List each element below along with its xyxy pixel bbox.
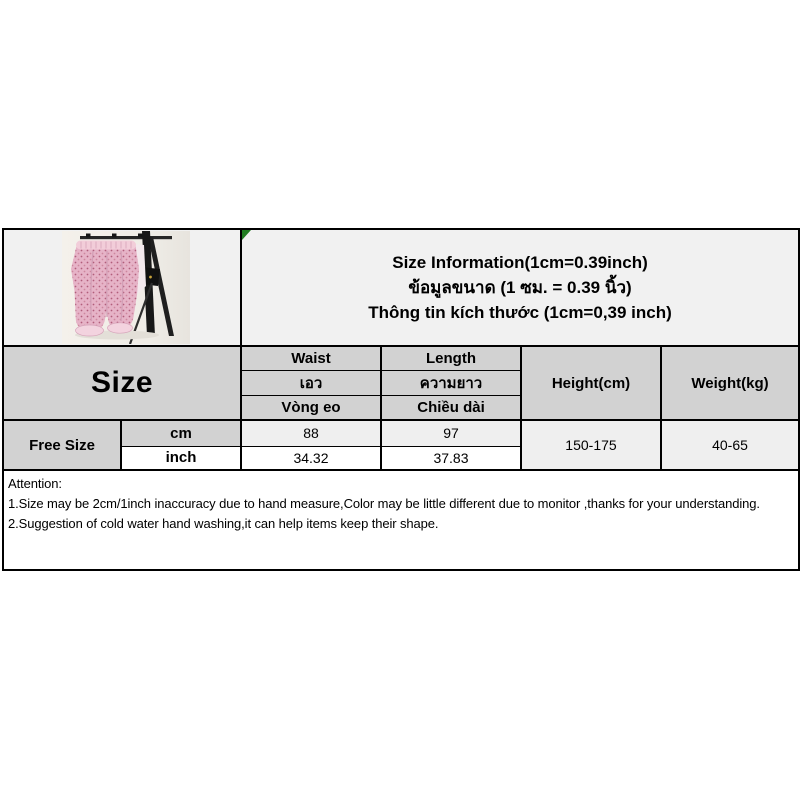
- header-waist-en: Waist: [241, 346, 381, 370]
- attention-heading: Attention:: [8, 476, 62, 491]
- length-cm-value: 97: [381, 420, 521, 446]
- green-corner-marker-icon: [242, 230, 251, 240]
- header-length-en: Length: [381, 346, 521, 370]
- hanger-bar: [80, 236, 172, 239]
- header-length-th: ความยาว: [381, 370, 521, 395]
- header-height: Height(cm): [521, 346, 661, 420]
- height-range-value: 150-175: [521, 420, 661, 470]
- attention-line-1: 1.Size may be 2cm/1inch inaccuracy due to hand measure,Color may be little different due to monitor ,thanks for your understanding.: [8, 496, 760, 511]
- unit-cm: cm: [121, 420, 241, 446]
- size-chart-table: [2, 228, 800, 571]
- header-weight: Weight(kg): [661, 346, 799, 420]
- size-header: Size: [3, 346, 241, 420]
- title-line-en: Size Information(1cm=0.39inch): [392, 253, 648, 272]
- unit-inch: inch: [121, 446, 241, 470]
- title-line-th: ข้อมูลขนาด (1 ซม. = 0.39 นิ้ว): [408, 278, 632, 297]
- weight-range-value: 40-65: [661, 420, 799, 470]
- header-waist-vi: Vòng eo: [241, 395, 381, 420]
- row-size-name: Free Size: [3, 420, 121, 470]
- product-photo-pink-pants: [62, 231, 190, 344]
- pants-cuff-left: [76, 325, 104, 336]
- header-length-vi: Chiều dài: [381, 395, 521, 420]
- pants-cuff-right: [108, 323, 133, 333]
- title-line-vi: Thông tin kích thước (1cm=0,39 inch): [368, 303, 672, 322]
- attention-note: [3, 470, 799, 570]
- attention-line-2: 2.Suggestion of cold water hand washing,it can help items keep their shape.: [8, 516, 439, 531]
- header-waist-th: เอว: [241, 370, 381, 395]
- waist-cm-value: 88: [241, 420, 381, 446]
- waist-inch-value: 34.32: [241, 446, 381, 470]
- length-inch-value: 37.83: [381, 446, 521, 470]
- product-photo-cell: [3, 229, 241, 346]
- title-cell: [241, 229, 799, 346]
- size-chart-sheet: [2, 228, 798, 571]
